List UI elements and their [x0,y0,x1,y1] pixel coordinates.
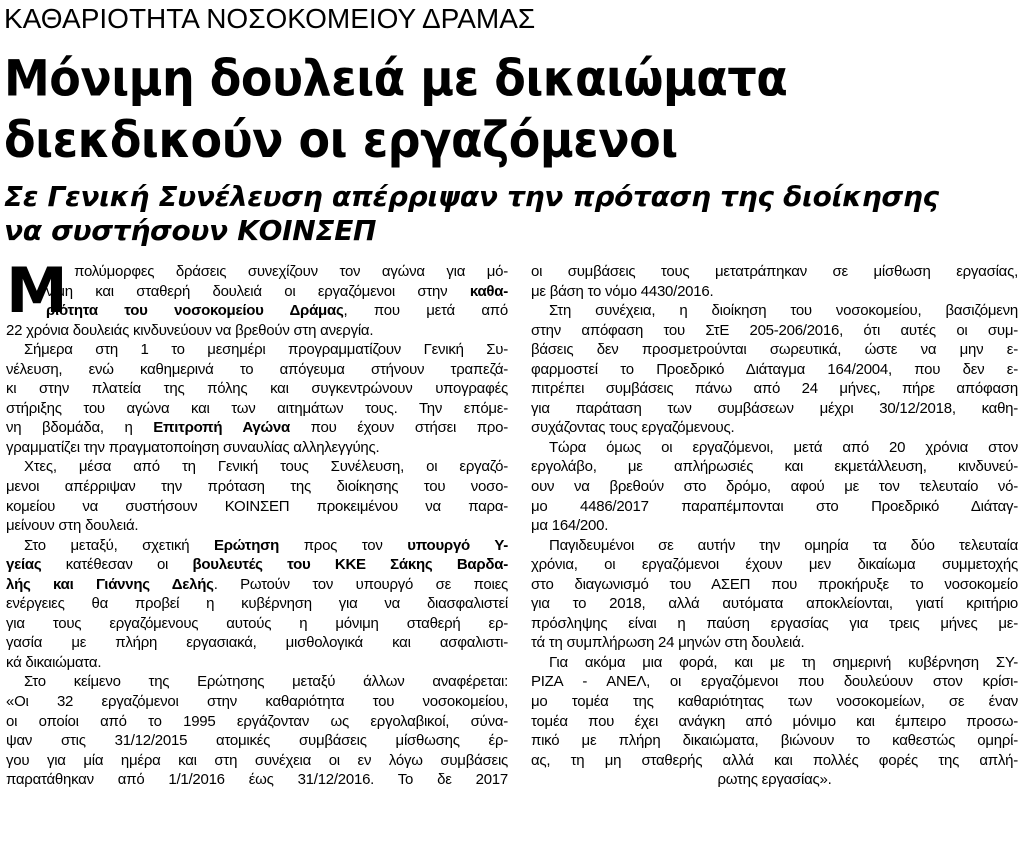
article-line [6,477,508,497]
headline-line-2: διεκδικούν οι εργαζόμενοι [4,110,678,169]
article-line [6,360,508,380]
body-text: νη βδομάδα, η [6,419,154,437]
body-text: κι στην πλατεία της πόλης και συγκεντρώνουν υπογραφές [6,380,508,398]
body-text: . Ρωτούν τον υπουργό σε ποιες [213,575,508,593]
body-text: βάσεις δεν προσμετρούνται σωρευτικά, ώστε να μην ε- [531,341,1018,359]
article-line [6,653,508,673]
body-text: προς τον [279,536,408,554]
article-line [531,340,1018,360]
body-text: Για ακόμα μια φορά, και με τη σημερινή κυβέρνηση ΣΥ- [549,653,1018,671]
article-line [6,399,508,419]
article-line [6,614,508,634]
article-line [531,516,1018,536]
body-text: ψαν στις 31/12/2015 ατομικές συμβάσεις μίσθωσης έρ- [6,732,508,750]
article-line [531,457,1018,477]
body-text: μα 164/200. [531,517,609,535]
emphasis-text: υπουργό Υ- [407,536,508,554]
body-text: ουν να βρεθούν στο δρόμο, αφού με τον τελευταίο νό- [531,478,1018,496]
subtitle-line-2: να συστήσουν ΚΟΙΝΣΕΠ [4,214,377,247]
article-line [6,672,508,692]
body-text: ας, τη μη σταθερής αλλά και πολλές φορές της απλή- [531,751,1018,769]
body-text: χρόνια, οι εργαζόμενοι έχουν μεν δικαίωμα συμμετοχής [531,556,1018,574]
article-line [531,282,1018,302]
body-text: , που μετά από [343,302,508,320]
body-text: φαρμοστεί το Προεδρικό Διάταγμα 164/2004, που δεν ε- [531,360,1018,378]
body-text: Χτες, μέσα από τη Γενική τους Συνέλευση, οι εργαζό- [24,458,508,476]
article-column-right [531,262,1018,790]
article-line [531,301,1018,321]
article-line [531,360,1018,380]
body-text: παρατάθηκαν από 1/1/2016 έως 31/12/2016. Το δε 2017 [6,771,508,789]
body-text: Τώρα όμως οι εργαζόμενοι, μετά από 20 χρόνια στον [549,438,1018,456]
article-line [6,751,508,771]
body-text: με βάση το νόμο 4430/2016. [531,282,714,300]
body-text: μο τομέα της καθαριότητας των νοσοκομείων, σε έναν [531,693,1018,711]
body-text: τομέα που έχει ανάγκη από μόνιμο και έμπειρο προσω- [531,712,1018,730]
emphasis-text: βουλευτές του ΚΚΕ Σάκης Βαρδα- [192,556,508,574]
body-text: οι συμβάσεις τους μετατράπηκαν σε μίσθωση εργασίας, [531,263,1018,280]
body-text: ρωτης εργασίας». [717,771,832,789]
article-line [531,614,1018,634]
article-line [531,497,1018,517]
body-text: κομείου να συστήσουν ΚΟΙΝΣΕΠ προκειμένου να παρα- [6,497,508,515]
headline-line-1: Μόνιμη δουλειά με δικαιώματα [4,49,788,108]
emphasis-text: καθα- [469,282,508,300]
article-line [6,731,508,751]
article-line [6,633,508,653]
article-line [531,321,1018,341]
emphasis-text: Ερώτηση [213,536,280,554]
body-text: ε πολύμορφες δράσεις συνεχίζουν τον αγώνα για μό- [46,263,508,280]
body-text: νιμη και σταθερή δουλειά οι εργαζόμενοι στην [46,282,470,300]
body-text: στήριξης του αγώνα και των αιτημάτων τους. Την επόμε- [6,399,508,417]
article-line [6,516,508,536]
body-text: γασία με πλήρη εργασιακά, μισθολογικά και ασφαλιστι- [6,634,508,652]
article-line [6,418,508,438]
article-line [6,282,508,302]
article-line [6,340,508,360]
body-text: γραμματίζει την πραγματοποίηση συναυλίας αλληλεγγύης. [6,438,380,456]
article-line [531,379,1018,399]
emphasis-text: ριότητα του νοσοκομείου Δράμας [46,302,344,320]
article-line [6,438,508,458]
body-text: 22 χρόνια δουλειάς κινδυνεύουν να βρεθούν στη ανεργία. [6,321,374,339]
article-line [531,653,1018,673]
article-line [6,301,508,321]
article-line [6,712,508,732]
article-line [6,457,508,477]
article-line [531,262,1018,282]
article-line [531,712,1018,732]
body-text: στην απόφαση του ΣτΕ 205-206/2016, ότι αυτές οι συμ- [531,321,1018,339]
body-text: εργολάβο, με απλήρωσιές και εκμετάλλευση, κινδυνεύ- [531,458,1018,476]
article-line [531,438,1018,458]
body-text: πικό με πλήρη δικαιώματα, βιώνουν το καθεστώς ομηρί- [531,732,1018,750]
body-text: ενέργειες θα προβεί η κυβέρνηση για να διασφαλιστεί [6,595,508,613]
body-text: νέλευση, ενώ καθημερινά το απόγευμα στήνουν τραπεζά- [6,360,508,378]
article-line [531,672,1018,692]
subtitle-line-1: Σε Γενική Συνέλευση απέρριψαν την πρόταση της διοίκησης [4,180,939,213]
article-line [531,731,1018,751]
body-text: Στη συνέχεια, η διοίκηση του νοσοκομείου, βασιζόμενη [549,302,1018,320]
body-text: πιτρέπει συμβάσεις πάνω από 24 μήνες, πήρε απόφαση [531,380,1018,398]
body-text: «Οι 32 εργαζόμενοι στην καθαριότητα του νοσοκομείου, [6,693,508,711]
body-text: κά δικαιώματα. [6,653,102,671]
body-text: ΡΙΖΑ - ΑΝΕΛ, οι εργαζόμενοι που δουλεύουν στον κρίσι- [531,673,1018,691]
body-text: μείνουν στη δουλειά. [6,517,139,535]
article-line [531,770,1018,790]
article-line [6,575,508,595]
headline [4,48,1020,171]
article-column-left [6,254,508,790]
subtitle [4,180,1020,248]
article-line [6,379,508,399]
article-line [531,594,1018,614]
article-line [531,633,1018,653]
article-line [6,497,508,517]
article-line [6,536,508,556]
body-text: οι οποίοι από το 1995 εργάζονταν ως εργολαβικοί, σύνα- [6,712,508,730]
section-kicker: ΚΑΘΑΡΙΟΤΗΤΑ ΝΟΣΟΚΟΜΕΙΟΥ ΔΡΑΜΑΣ [4,3,536,34]
article-line [6,594,508,614]
body-text: Παγιδευμένοι σε αυτήν την ομηρία τα δύο τελευταία [549,536,1018,554]
body-text: πρόσληψης είναι η παύση εργασίας για τρεις μήνες με- [531,614,1018,632]
article-line [531,692,1018,712]
body-text: κατέθεσαν οι [41,556,193,574]
body-text: για το 2018, αλλά αυτόματα αποκλείονται, γιατί κριτήριο [531,595,1018,613]
body-text: που έχουν στήσει προ- [289,419,508,437]
article-line [531,477,1018,497]
body-text: στο διαγωνισμό του ΑΣΕΠ που προκήρυξε το νοσοκομείο [531,575,1018,593]
body-text: γου για μία ημέρα και στη συνέχεια οι εν λόγω συμβάσεις [6,751,508,769]
article-line [6,262,508,282]
body-text: τά τη συμπλήρωση 24 μηνών στη δουλειά. [531,634,805,652]
body-text: Στο κείμενο της Ερώτησης μεταξύ άλλων αναφέρεται: [24,673,508,691]
article-line [6,770,508,790]
body-text: για παράταση των συμβάσεων μέχρι 30/12/2018, καθη- [531,399,1018,417]
article-line [531,418,1018,438]
emphasis-text: γείας [6,556,42,574]
body-text: Στο μεταξύ, σχετική [24,536,214,554]
body-text: συχάζοντας τους εργαζόμενους. [531,419,735,437]
article-line [531,575,1018,595]
article-line [531,555,1018,575]
article-line [6,692,508,712]
article-line [531,536,1018,556]
article-line [6,555,508,575]
body-text: για τους εργαζόμενους αυτούς η μόνιμη σταθερή ερ- [6,614,508,632]
emphasis-text: Επιτροπή Αγώνα [153,419,290,437]
drop-cap: Μ [6,254,68,327]
body-text: Σήμερα στη 1 το μεσημέρι προγραμματίζουν Γενική Συ- [24,341,508,359]
article-line [531,751,1018,771]
article-line [531,399,1018,419]
body-text: μενοι απέρριψαν την πρόταση της διοίκησης του νοσο- [6,478,508,496]
article-line [6,321,508,341]
body-text: μο 4486/2017 παραπέμπονται στο Προεδρικό Διάταγ- [531,497,1018,515]
emphasis-text: λής και Γιάννης Δελής [6,575,214,593]
